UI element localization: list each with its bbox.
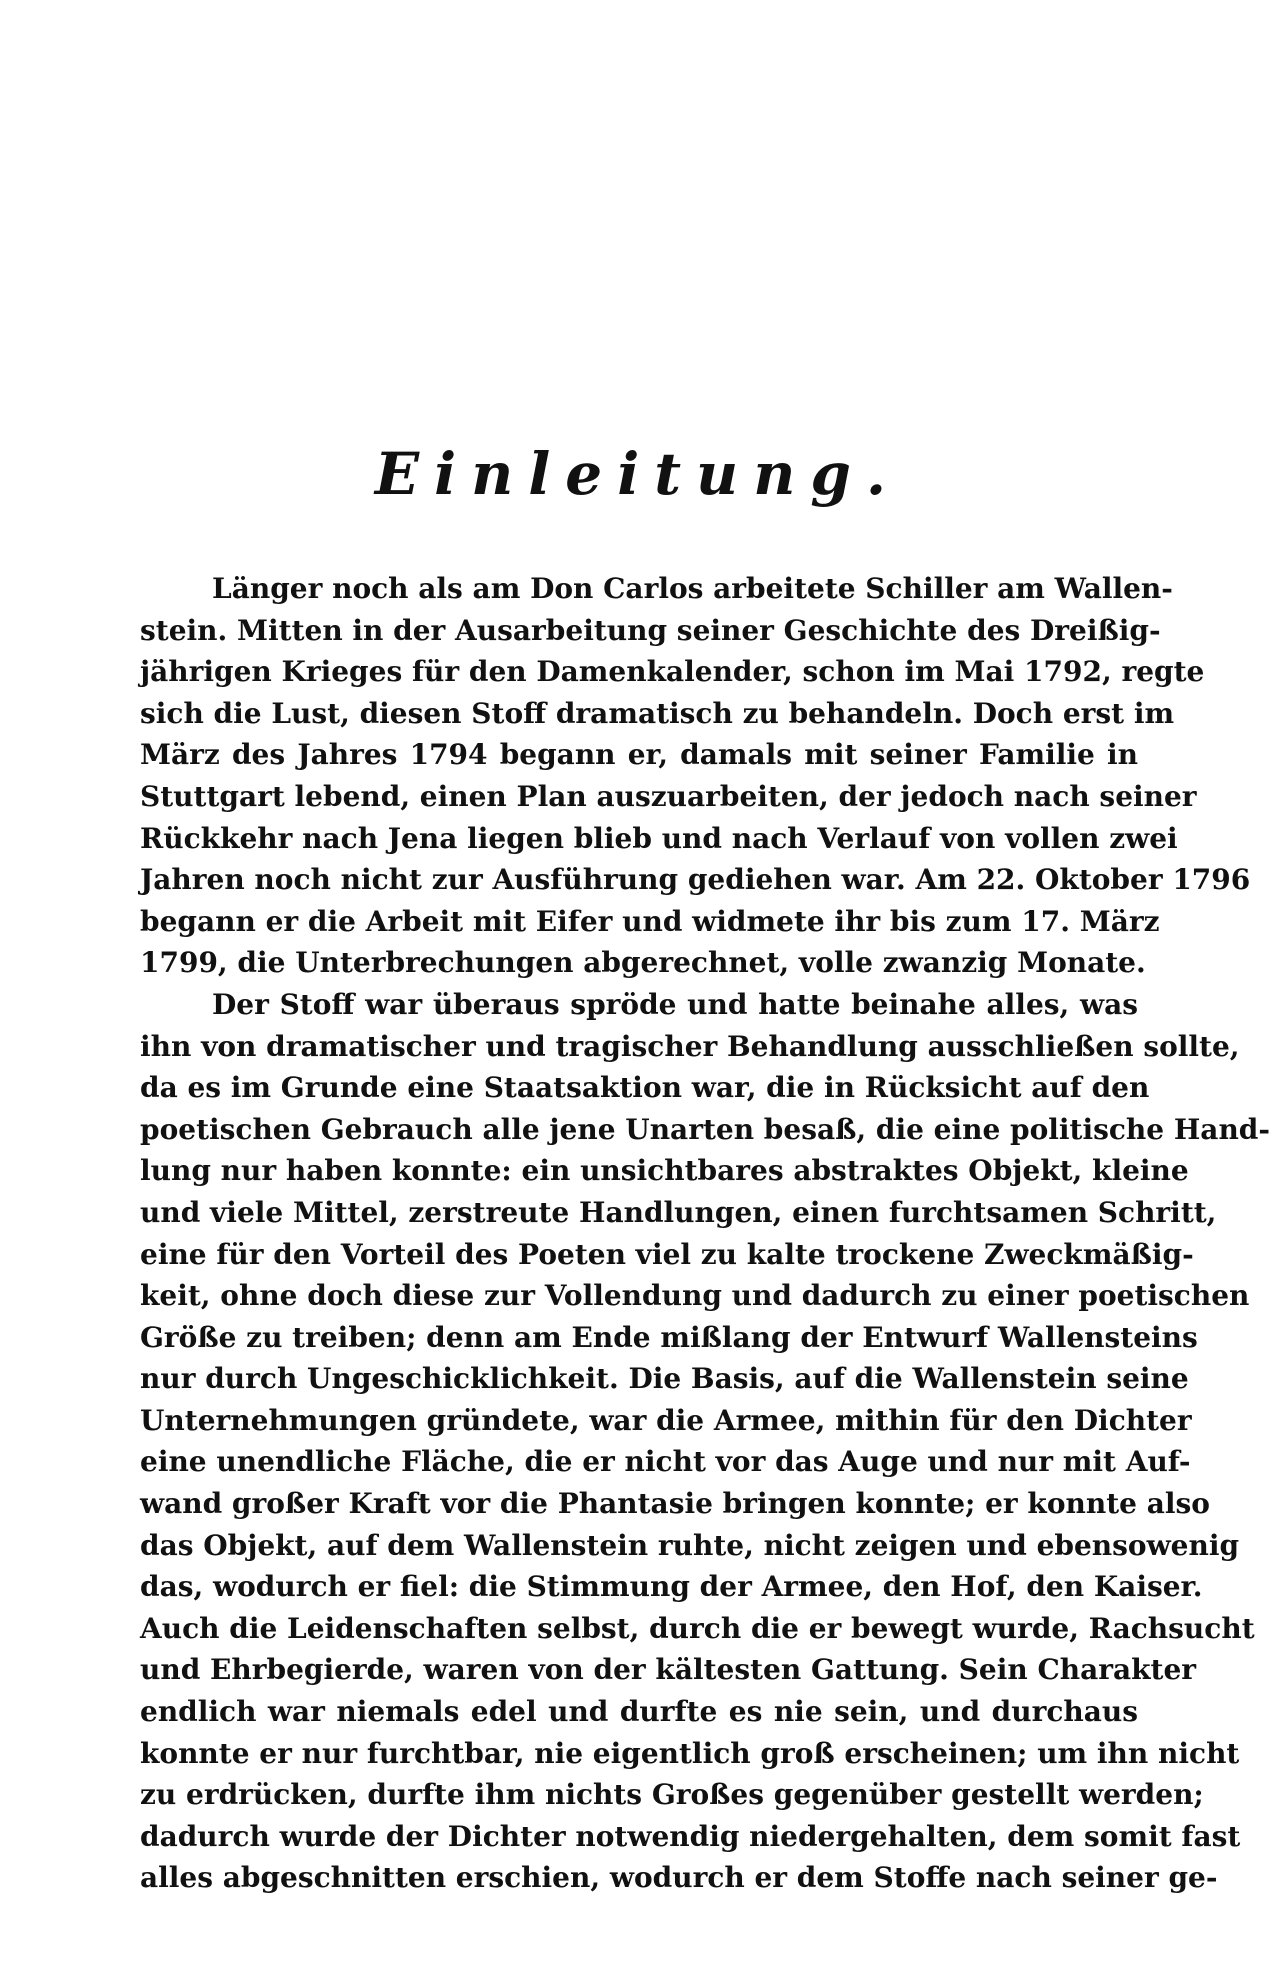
text-line: keit, ohne doch diese zur Vollendung und dadurch zu einer poetischen bbox=[140, 1279, 1250, 1313]
text-line: eine für den Vorteil des Poeten viel zu kalte trockene Zweckmäßig- bbox=[140, 1237, 1194, 1271]
text-line: sich die Lust, diesen Stoff dramatisch zu behandeln. Doch erst im bbox=[140, 696, 1175, 730]
text-line: Jahren noch nicht zur Ausführung gediehen war. Am 22. Oktober 1796 bbox=[140, 863, 1251, 897]
body-text bbox=[140, 568, 1271, 1899]
text-line: konnte er nur furchtbar, nie eigentlich groß erscheinen; um ihn nicht bbox=[140, 1736, 1240, 1770]
text-line: wand großer Kraft vor die Phantasie bringen konnte; er konnte also bbox=[140, 1487, 1210, 1521]
text-line: März des Jahres 1794 begann er, damals mit seiner Familie in bbox=[140, 738, 1138, 772]
text-line: das Objekt, auf dem Wallenstein ruhte, nicht zeigen und ebensowenig bbox=[140, 1528, 1240, 1562]
text-line: Rückkehr nach Jena liegen blieb und nach Verlauf von vollen zwei bbox=[140, 821, 1178, 855]
text-line: Unternehmungen gründete, war die Armee, mithin für den Dichter bbox=[140, 1403, 1192, 1437]
text-line: begann er die Arbeit mit Eifer und widmete ihr bis zum 17. März bbox=[140, 904, 1160, 938]
text-line: 1799, die Unterbrechungen abgerechnet, volle zwanzig Monate. bbox=[140, 946, 1146, 980]
text-line: da es im Grunde eine Staatsaktion war, die in Rücksicht auf den bbox=[140, 1071, 1150, 1105]
text-line: Größe zu treiben; denn am Ende mißlang der Entwurf Wallensteins bbox=[140, 1320, 1198, 1354]
text-line: nur durch Ungeschicklichkeit. Die Basis, auf die Wallenstein seine bbox=[140, 1362, 1189, 1396]
text-line: Stuttgart lebend, einen Plan auszuarbeiten, der jedoch nach seiner bbox=[140, 779, 1197, 813]
text-line: ihn von dramatischer und tragischer Behandlung ausschließen sollte, bbox=[140, 1029, 1240, 1063]
text-line: und Ehrbegierde, waren von der kältesten Gattung. Sein Charakter bbox=[140, 1653, 1197, 1687]
text-line: Länger noch als am Don Carlos arbeitete Schiller am Wallen- bbox=[212, 572, 1173, 605]
text-line: das, wodurch er fiel: die Stimmung der Armee, den Hof, den Kaiser. bbox=[140, 1570, 1203, 1604]
text-line: jährigen Krieges für den Damenkalender, schon im Mai 1792, regte bbox=[140, 655, 1205, 689]
paragraph-1 bbox=[140, 568, 1251, 984]
page-title: Einleitung. bbox=[374, 440, 902, 508]
text-line: endlich war niemals edel und durfte es nie sein, und durchaus bbox=[140, 1695, 1138, 1729]
text-line: dadurch wurde der Dichter notwendig niedergehalten, dem somit fast bbox=[140, 1819, 1241, 1853]
text-line: alles abgeschnitten erschien, wodurch er dem Stoffe nach seiner ge- bbox=[140, 1861, 1218, 1895]
text-line: zu erdrücken, durfte ihm nichts Großes gegenüber gestellt werden; bbox=[140, 1778, 1204, 1812]
text-line: stein. Mitten in der Ausarbeitung seiner Geschichte des Dreißig- bbox=[140, 613, 1161, 647]
text-line: Der Stoff war überaus spröde und hatte beinahe alles, was bbox=[212, 987, 1138, 1021]
text-line: Auch die Leidenschaften selbst, durch die er bewegt wurde, Rachsucht bbox=[140, 1611, 1255, 1645]
text-line: lung nur haben konnte: ein unsichtbares abstraktes Objekt, kleine bbox=[140, 1154, 1189, 1188]
paragraph-2 bbox=[140, 984, 1271, 1899]
text-line: eine unendliche Fläche, die er nicht vor das Auge und nur mit Auf- bbox=[140, 1445, 1191, 1479]
text-line: und viele Mittel, zerstreute Handlungen, einen furchtsamen Schritt, bbox=[140, 1195, 1217, 1229]
text-line: poetischen Gebrauch alle jene Unarten besaß, die eine politische Hand- bbox=[140, 1112, 1271, 1146]
